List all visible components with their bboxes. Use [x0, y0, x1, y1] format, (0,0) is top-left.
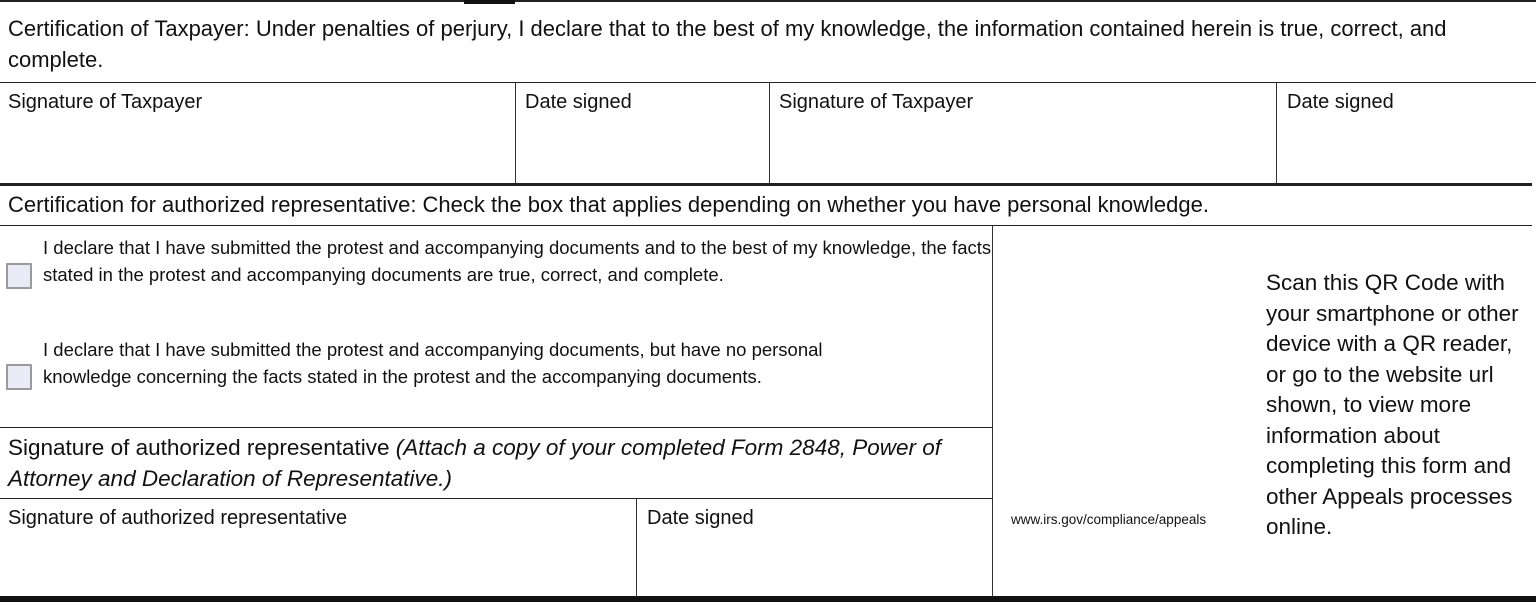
date-signed-label-1: Date signed: [525, 91, 632, 113]
taxpayer-signature-label-2: Signature of Taxpayer: [779, 91, 974, 113]
representative-signature-field[interactable]: [0, 499, 636, 596]
representative-signature-label: Signature of authorized representative: [8, 507, 348, 529]
representative-certification-heading: Certification for authorized representative: Check the box that applies depending on whether you have personal knowledge.: [8, 192, 1209, 217]
taxpayer-signature-field-2[interactable]: [770, 83, 1276, 183]
personal-knowledge-declaration: I declare that I have submitted the protest and accompanying documents and to the best of my knowledge, the facts stated in the protest and accompanying documents are true, correct, and complete.: [43, 237, 992, 285]
no-personal-knowledge-checkbox[interactable]: [6, 364, 32, 390]
date-signed-label-2: Date signed: [1287, 91, 1394, 113]
divider: [0, 225, 1532, 226]
divider: [0, 427, 993, 428]
representative-date-signed-field[interactable]: [637, 499, 992, 596]
irs-appeals-url[interactable]: www.irs.gov/compliance/appeals: [1011, 512, 1207, 527]
taxpayer-date-signed-field-1[interactable]: [516, 83, 769, 183]
taxpayer-date-signed-field-2[interactable]: [1277, 83, 1536, 183]
taxpayer-certification-statement: Certification of Taxpayer: Under penalties of perjury, I declare that to the best of my knowledge, the information contained herein is true, correct, and complete.: [8, 16, 1447, 72]
qr-code-instructions: Scan this QR Code with your smartphone or other device with a QR reader, or go to the website url shown, to view more information about completing this form and other Appeals processes online.: [1266, 270, 1519, 539]
no-personal-knowledge-declaration: I declare that I have submitted the protest and accompanying documents, but have no personal knowledge concerning the facts stated in the protest and the accompanying documents.: [43, 339, 823, 387]
representative-signature-heading: [8, 432, 983, 494]
form-2848-attachment-note: (Attach a copy of your completed Form 2848, Power of Attorney and Declaration of Representative.): [8, 435, 942, 491]
bottom-border-thick: [0, 596, 1536, 602]
taxpayer-signature-label-1: Signature of Taxpayer: [8, 91, 203, 113]
top-border-thick-segment: [464, 0, 515, 4]
taxpayer-signature-field-1[interactable]: [0, 83, 515, 183]
personal-knowledge-checkbox[interactable]: [6, 263, 32, 289]
representative-signature-heading-text: Signature of authorized representative: [8, 435, 396, 460]
section-divider-thick: [0, 183, 1532, 186]
representative-date-signed-label: Date signed: [647, 507, 754, 529]
top-border: [0, 0, 1536, 2]
